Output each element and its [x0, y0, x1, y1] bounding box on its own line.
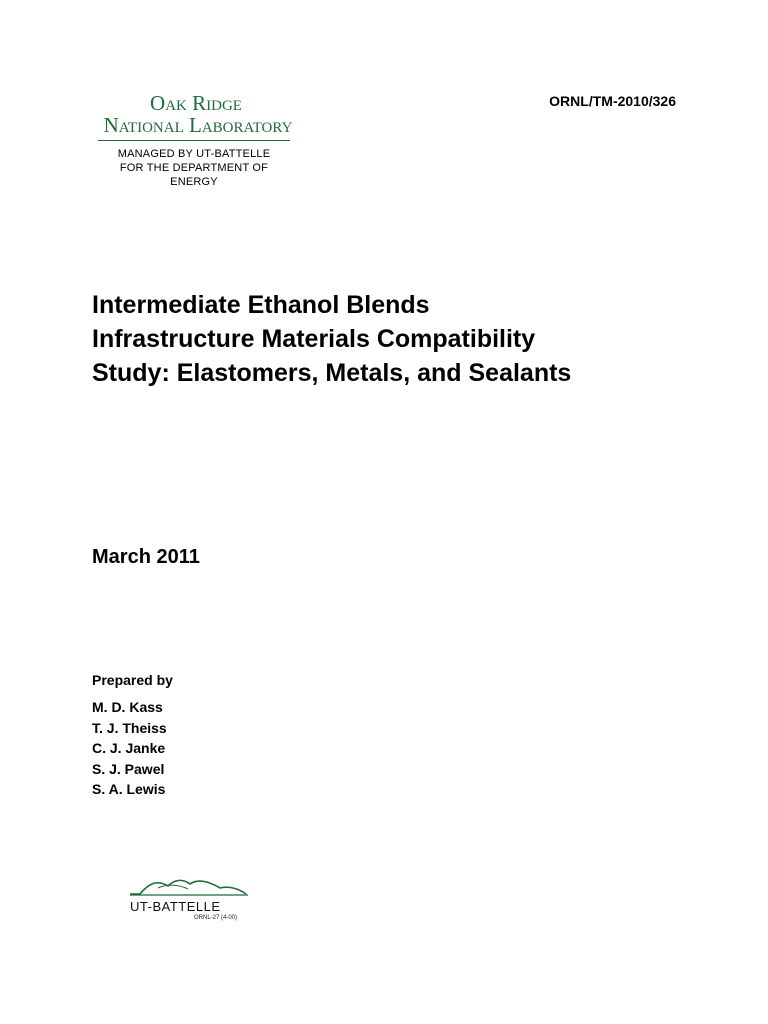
title-line: Intermediate Ethanol Blends — [92, 291, 430, 319]
title-line: Infrastructure Materials Compatibility — [92, 325, 536, 353]
author-list — [92, 697, 167, 800]
report-number: ORNL/TM-2010/326 — [549, 93, 676, 109]
logo-line-oak-ridge: Oak Ridge — [150, 91, 242, 115]
logo-department: FOR THE DEPARTMENT OF ENERGY — [119, 162, 269, 188]
ut-battelle-wordmark: UT-BATTELLE — [130, 899, 221, 914]
publication-date: March 2011 — [92, 546, 200, 568]
author-name: T. J. Theiss — [92, 719, 167, 736]
ornl-logo — [98, 92, 298, 189]
form-code: ORNL-27 (4-00) — [194, 915, 238, 921]
ut-battelle-logo — [128, 876, 258, 914]
author-name: M. D. Kass — [92, 699, 163, 715]
document-title — [92, 288, 712, 390]
author-name: S. A. Lewis — [92, 781, 166, 797]
logo-divider — [98, 140, 290, 141]
logo-line-national-laboratory: National Laboratory — [103, 113, 293, 137]
mountain-icon — [128, 876, 250, 896]
author-name: C. J. Janke — [92, 740, 166, 756]
logo-managed-by: MANAGED BY UT-BATTELLE — [117, 148, 271, 160]
title-line: Study: Elastomers, Metals, and Sealants — [92, 359, 572, 387]
author-name: S. J. Pawel — [92, 760, 165, 777]
prepared-by-label: Prepared by — [92, 672, 173, 688]
